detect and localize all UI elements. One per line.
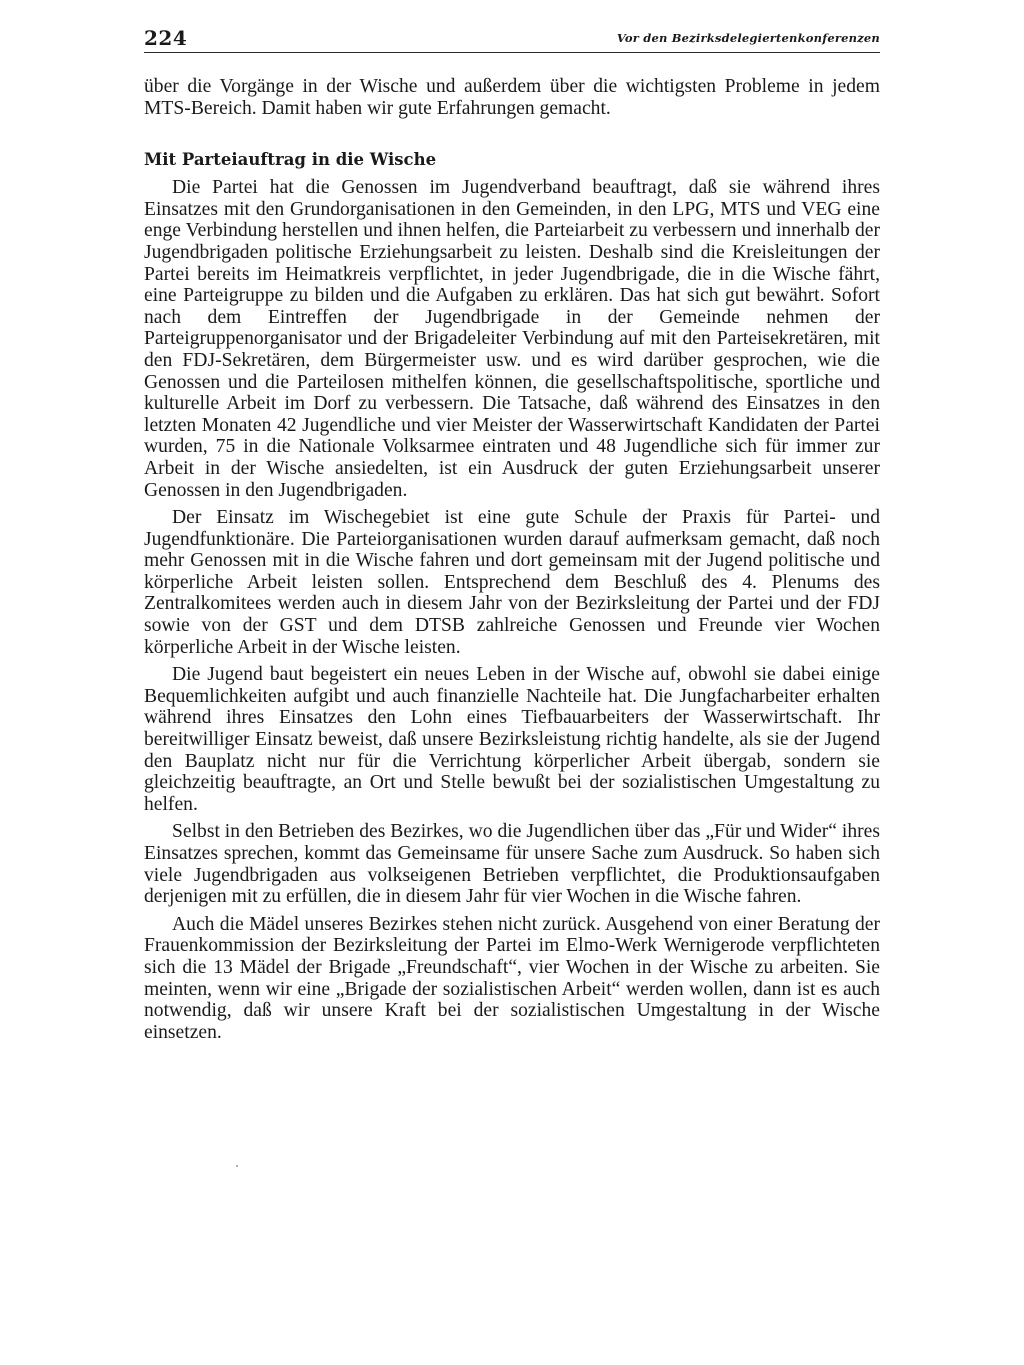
- header-rule: [144, 52, 880, 53]
- paragraph: Der Einsatz im Wischegebiet ist eine gute Schule der Praxis für Partei- und Jugendfunktionäre. Die Parteiorganisationen wurden darauf aufmerksam gemacht, daß noch mehr Genossen mit in die Wische fahren und dort gemeinsam mit der Jugend politische und körperliche Arbeit leisten sollen. Entsprechend dem Beschluß des 4. Plenums des Zentralkomitees werden auch in diesem Jahr von der Bezirksleitung der Partei und der FDJ sowie von der GST und dem DTSB zahlreiche Genossen und Freunde vier Wochen körperliche Arbeit in der Wische leisten.: [144, 507, 880, 658]
- scan-speck: [236, 1165, 238, 1167]
- body-text: [144, 76, 880, 1043]
- running-head: Vor den Bezirksdelegiertenkonferenzen: [616, 31, 880, 45]
- page-number: 224: [144, 26, 188, 50]
- page-header: [144, 26, 880, 52]
- continuation-paragraph: über die Vorgänge in der Wische und außerdem über die wichtigsten Probleme in jedem MTS-Bereich. Damit haben wir gute Erfahrungen gemacht.: [144, 76, 880, 119]
- paragraph: Die Partei hat die Genossen im Jugendverband beauftragt, daß sie während ihres Einsatzes mit den Grundorganisationen in den Gemeinden, in den LPG, MTS und VEG eine enge Verbindung herstellen und ihnen helfen, die Parteiarbeit zu verbessern und innerhalb der Jugendbrigaden politische Erziehungsarbeit zu leisten. Deshalb sind die Kreisleitungen der Partei bereits im Heimatkreis verpflichtet, in jeder Jugendbrigade, die in die Wische fährt, eine Parteigruppe zu bilden und die Aufgaben zu erklären. Das hat sich gut bewährt. Sofort nach dem Eintreffen der Jugendbrigade in der Gemeinde nehmen der Parteigruppenorganisator und der Brigadeleiter Verbindung auf mit den Parteisekretären, mit den FDJ-Sekretären, dem Bürgermeister usw. und es wird darüber gesprochen, wie die Genossen und die Parteilosen mithelfen können, die gesellschaftspolitische, sportliche und kulturelle Arbeit im Dorf zu verbessern. Die Tatsache, daß während des Einsatzes in den letzten Monaten 42 Jugendliche und vier Meister der Wasserwirtschaft Kandidaten der Partei wurden, 75 in die Nationale Volksarmee eintraten und 48 Jugendliche sich für immer zur Arbeit in der Wische ansiedelten, ist ein Ausdruck der guten Erziehungsarbeit unserer Genossen in den Jugendbrigaden.: [144, 177, 880, 501]
- paragraph: Selbst in den Betrieben des Bezirkes, wo die Jugendlichen über das „Für und Wider“ ihres Einsatzes sprechen, kommt das Gemeinsame für unsere Sache zum Ausdruck. So haben sich viele Jugendbrigaden aus volkseigenen Betrieben verpflichtet, die Produktionsaufgaben derjenigen mit zu erfüllen, die in diesem Jahr für vier Wochen in die Wische fahren.: [144, 821, 880, 908]
- section-heading: Mit Parteiauftrag in die Wische: [144, 150, 437, 170]
- paragraph: Die Jugend baut begeistert ein neues Leben in der Wische auf, obwohl sie dabei einige Bequemlichkeiten aufgibt und auch finanzielle Nachteile hat. Die Jungfacharbeiter erhalten während ihres Einsatzes den Lohn eines Tiefbauarbeiters der Wasserwirtschaft. Ihr bereitwilliger Einsatz beweist, daß unsere Bezirksleistung richtig handelte, als sie der Jugend den Bauplatz nicht nur für die Verrichtung körperlicher Arbeit übergab, sondern sie gleichzeitig beauftragte, an Ort und Stelle bewußt bei der sozialistischen Umgestaltung zu helfen.: [144, 664, 880, 815]
- paragraph: Auch die Mädel unseres Bezirkes stehen nicht zurück. Ausgehend von einer Beratung der Frauenkommission der Bezirksleitung der Partei im Elmo-Werk Wernigerode verpflichteten sich die 13 Mädel der Brigade „Freundschaft“, vier Wochen in der Wische zu arbeiten. Sie meinten, wenn wir eine „Brigade der sozialistischen Arbeit“ werden wollen, dann ist es auch notwendig, daß wir unsere Kraft bei der sozialistischen Umgestaltung in der Wische einsetzen.: [144, 913, 880, 1043]
